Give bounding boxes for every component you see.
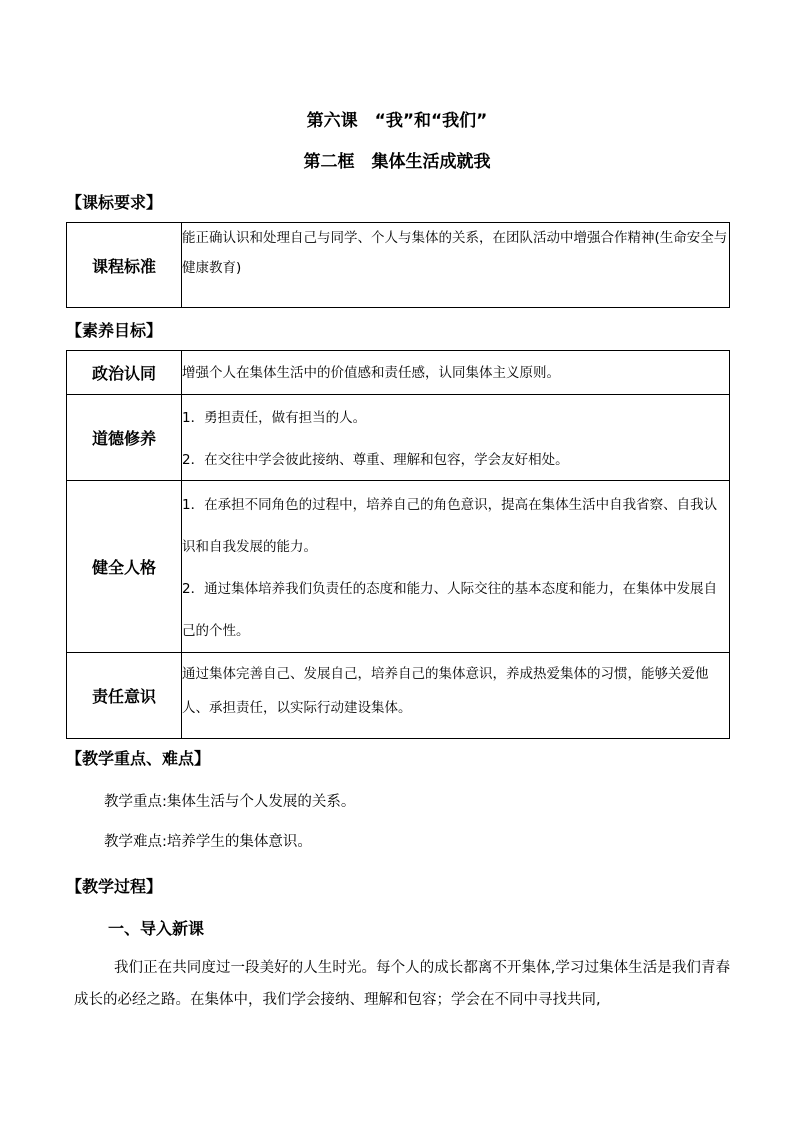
step-title: 一、导入新课 — [108, 919, 205, 938]
literacy-label: 政治认同 — [67, 351, 182, 395]
literacy-line: 增强个人在集体生活中的价值感和责任感，认同集体主义原则。 — [182, 365, 560, 381]
curriculum-heading: 【课标要求】 — [66, 193, 163, 212]
literacy-row — [67, 481, 730, 653]
step-text: 我们正在共同度过一段美好的人生时光。每个人的成长都离不开集体,学习过集体生活是我们青春成长的必经之路。在集体中，我们学会接纳、理解和包容；学会在不同中寻找共同, — [74, 960, 730, 1008]
literacy-line: 2．在交往中学会彼此接纳、尊重、理解和包容，学会友好相处。 — [182, 452, 569, 468]
literacy-line: 1．在承担不同角色的过程中，培养自己的角色意识，提高在集体生活中自我省察、自我认识和自我发展的能力。 — [182, 497, 718, 555]
key-points-heading: 【教学重点、难点】 — [66, 749, 211, 768]
literacy-heading: 【素养目标】 — [66, 321, 163, 340]
frame-title: 第二框 集体生活成就我 — [303, 152, 491, 172]
literacy-line: 通过集体完善自己、发展自己，培养自己的集体意识，养成热爱集体的习惯，能够关爱他人、承担责任，以实际行动建设集体。 — [182, 666, 709, 716]
literacy-label: 责任意识 — [67, 653, 182, 739]
literacy-row — [67, 395, 730, 481]
lesson-title: 第六课 “我”和“我们” — [306, 111, 488, 131]
curriculum-text: 能正确认识和处理自己与同学、个人与集体的关系，在团队活动中增强合作精神(生命安全与健康教育) — [182, 223, 730, 308]
literacy-row — [67, 351, 730, 395]
literacy-row — [67, 653, 730, 739]
literacy-table — [66, 350, 730, 739]
teaching-focus: 教学重点:集体生活与个人发展的关系。 — [104, 794, 356, 810]
literacy-label: 道德修养 — [67, 395, 182, 481]
literacy-line: 1．勇担责任，做有担当的人。 — [182, 410, 367, 426]
curriculum-table — [66, 222, 730, 308]
literacy-label: 健全人格 — [67, 481, 182, 653]
process-heading: 【教学过程】 — [66, 877, 163, 896]
teaching-difficulty: 教学难点:培养学生的集体意识。 — [104, 834, 312, 850]
curriculum-label: 课程标准 — [67, 223, 182, 308]
literacy-line: 2．通过集体培养我们负责任的态度和能力、人际交往的基本态度和能力，在集体中发展自己的个性。 — [182, 581, 718, 639]
